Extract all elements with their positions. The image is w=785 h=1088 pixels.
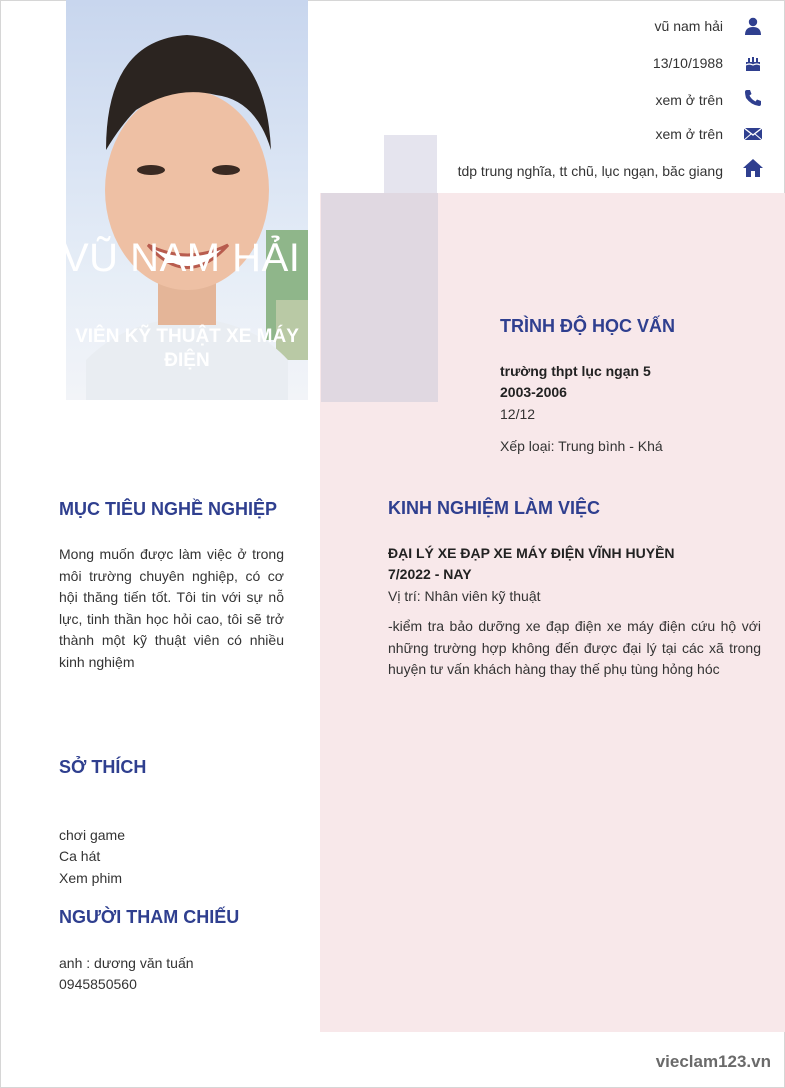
experience-heading: KINH NGHIỆM LÀM VIỆC (388, 498, 601, 518)
experience-description: -kiểm tra bảo dưỡng xe đạp điện xe máy điện cứu hộ với những trường hợp không đến được đại lý tại các xã trong huyện tư vấn khách hàng thay thế phụ tùng hỏng hóc (388, 618, 761, 677)
experience-company: ĐẠI LÝ XE ĐẠP XE MÁY ĐIỆN VĨNH HUYỀN (388, 545, 675, 561)
phone-icon (742, 87, 764, 109)
reference-phone: 0945850560 (59, 976, 137, 992)
hobby-item: chơi game (59, 827, 125, 843)
education-ranking: Xếp loại: Trung bình - Khá (500, 438, 663, 454)
objective-text: Mong muốn được làm việc ở trong môi trường chuyên nghiệp, có cơ hội thăng tiến tốt. Tôi tin với sự nỗ lực, tinh thần học hỏi cao, tôi sẽ trở thành một kỹ thuật viên có nhiều kinh nghiệm (59, 546, 284, 670)
email-icon (742, 123, 764, 145)
references-heading: NGƯỜI THAM CHIẾU (59, 907, 240, 927)
decor-block-top (384, 135, 437, 193)
experience-position: Vị trí: Nhân viên kỹ thuật (388, 588, 541, 604)
education-years: 2003-2006 (500, 384, 567, 400)
education-grade: 12/12 (500, 406, 536, 422)
contact-email: xem ở trên (655, 126, 723, 142)
home-icon (742, 157, 764, 179)
hobbies-heading: SỞ THÍCH (59, 757, 147, 777)
contact-phone: xem ở trên (655, 92, 723, 108)
contact-name: vũ nam hải (654, 18, 723, 34)
footer-brand[interactable]: vieclam123.vn (655, 1052, 771, 1071)
birthday-cake-icon (742, 52, 764, 74)
contact-address: tdp trung nghĩa, tt chũ, lục ngạn, băc giang (457, 163, 723, 179)
decor-block (321, 193, 438, 402)
hobby-item: Ca hát (59, 848, 101, 864)
reference-person: anh : dương văn tuấn (59, 955, 194, 971)
experience-period: 7/2022 - NAY (388, 566, 472, 582)
education-school: trường thpt lục ngạn 5 (500, 363, 651, 379)
user-icon (742, 15, 764, 37)
job-title: VIÊN KỸ THUẬT XE MÁY ĐIỆN (75, 326, 299, 371)
candidate-name: VŨ NAM HẢI (62, 236, 301, 280)
contact-birthday: 13/10/1988 (652, 55, 723, 71)
objective-heading: MỤC TIÊU NGHỀ NGHIỆP (59, 499, 278, 519)
hobby-item: Xem phim (59, 870, 123, 886)
education-heading: TRÌNH ĐỘ HỌC VẤN (500, 316, 675, 336)
